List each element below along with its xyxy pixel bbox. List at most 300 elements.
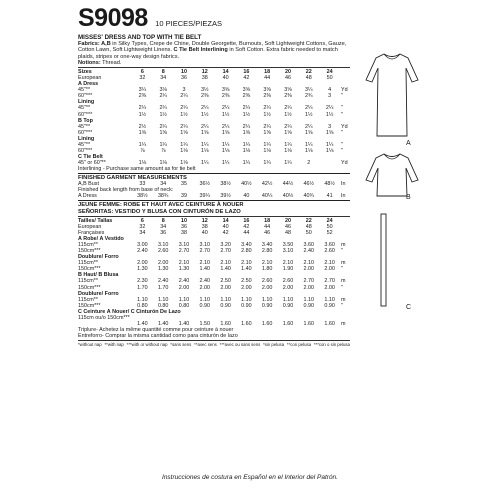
size-value: 2¼ (284, 105, 292, 112)
size-value: 35 (180, 181, 187, 188)
size-value: 3½ (201, 87, 209, 94)
row-label: 150cm*** (78, 284, 101, 291)
row-label: 45"** (78, 87, 91, 94)
unit-cell: " (341, 93, 343, 100)
row-label: B Top (78, 117, 93, 124)
size-value: 1.30 (178, 266, 190, 273)
size-value: 1.40 (157, 320, 169, 327)
size-value: 1¼ (201, 141, 209, 148)
size-value: 3.60 (324, 242, 335, 249)
size-value: 3⅝ (221, 87, 230, 94)
size-value: 2.00 (324, 266, 335, 273)
footnote-item: **con pelusa (286, 341, 312, 347)
size-value: 2¾ (305, 93, 313, 100)
dress-length-row (78, 193, 350, 199)
size-value: 1⅛ (138, 159, 147, 166)
size-value: 2.60 (282, 278, 294, 285)
fabrics-text: in Silky Types, Crepe de Chine, Double Georgette, Burnouts, Soft Lightweight Cottons, Gauze, Cotton Lawn, Soft Lightweight Linens. (78, 41, 347, 54)
size-value: 41 (326, 193, 333, 200)
footnote-item: ***with or without nap (126, 341, 168, 347)
interlining-note: Interlining - Purchase same amount as for tie belt (78, 165, 196, 172)
size-value: 0.80 (157, 302, 169, 309)
size-value: 2¼ (242, 105, 251, 112)
size-value: 0.90 (241, 302, 252, 309)
size-value: 32 (139, 224, 146, 231)
size-value: 0.90 (261, 302, 273, 309)
row-label: C Ceinture À Nouer/ C Cinturón De Lazo (78, 308, 181, 315)
size-value: 1.70 (157, 284, 169, 291)
unit-cell: Yd (341, 123, 348, 130)
size-value: 39 (180, 193, 187, 200)
size-value: 2.40 (157, 278, 169, 285)
row-label: Doublure/ Forro (78, 290, 119, 297)
row-label: A,B Bust (78, 181, 99, 188)
size-value: 2.80 (261, 248, 273, 255)
footnote-item: *without nap (78, 341, 102, 347)
size-value: 2⅜ (263, 93, 271, 100)
size-value: 1.40 (178, 320, 190, 327)
dress-sketch-a (362, 50, 422, 140)
size-value: 44½ (282, 181, 294, 188)
size-value: 1⅛ (263, 147, 271, 154)
size-value: 3.10 (157, 242, 169, 249)
size-value: 3¼ (305, 87, 313, 94)
size-value: 1¼ (325, 141, 334, 148)
footnote-item: *sin pelusa (263, 341, 285, 347)
size-value: 1¼ (263, 141, 271, 148)
size-value: 3¼ (138, 87, 147, 94)
size-value: 2¼ (221, 123, 230, 130)
size-value: 2.00 (303, 266, 315, 273)
size-value: 2⅜ (284, 93, 292, 100)
size-value: 40½ (282, 193, 294, 200)
unit-cell: " (341, 147, 343, 154)
size-value: 1⅝ (201, 129, 209, 136)
interlining-text: in Soft Cotton. Extra fabric needed to match plaids, stripes or one-way design fabrics. (78, 47, 338, 60)
row-label: European (78, 224, 102, 231)
row-label: 150cm*** (78, 266, 101, 273)
size-value: 2¼ (159, 105, 167, 112)
size-value: 2.00 (157, 260, 169, 267)
size-value: 1½ (263, 111, 271, 118)
size-value: 2.60 (157, 248, 169, 255)
size-value: 46 (284, 75, 291, 82)
unit-cell: " (341, 141, 343, 148)
row-label: 45" or 60"** (78, 159, 106, 166)
size-value: 2¼ (305, 123, 313, 130)
length-note: Finished back length from base of neck: (78, 187, 174, 194)
sketch-label-a: A (406, 140, 411, 147)
size-value: 0.80 (178, 302, 190, 309)
row-label: 45"** (78, 123, 91, 130)
size-value: 2.10 (324, 260, 335, 267)
size-value: 1⅝ (263, 129, 271, 136)
size-value: 2.00 (282, 284, 294, 291)
size-value: 3.40 (241, 242, 252, 249)
row-label: 60"*** (78, 111, 93, 118)
size-value: 2.10 (178, 260, 190, 267)
size-value: 1½ (201, 111, 209, 118)
size-value: 1½ (159, 111, 167, 118)
size-value: 3 (328, 93, 332, 100)
size-value: 1¼ (201, 159, 209, 166)
sketch-label-c: C (406, 304, 412, 311)
size-value: 0.90 (220, 302, 231, 309)
size-value: 12 (201, 218, 208, 225)
size-value: 18 (264, 218, 271, 225)
size-value: 40 (222, 224, 229, 231)
size-value: 36 (180, 224, 187, 231)
size-value: 1¼ (159, 141, 167, 148)
size-value: 34 (160, 75, 167, 82)
size-value: 1⅝ (242, 129, 251, 136)
size-value: 52 (326, 230, 333, 237)
size-value: 2½ (138, 123, 147, 130)
fabrics-label: Fabrics: A,B (78, 41, 111, 47)
notions-paragraph (78, 60, 350, 66)
unit-cell: " (341, 248, 343, 255)
pieces-count: 10 PIECES/PIEZAS (155, 19, 222, 28)
size-value: 1¼ (242, 159, 251, 166)
size-value: 22 (305, 218, 312, 225)
size-value: 20 (284, 218, 291, 225)
size-value: 1.30 (157, 266, 169, 273)
size-value: 2.10 (282, 260, 294, 267)
divider (78, 340, 350, 341)
row-label: 45"** (78, 141, 91, 148)
size-value: 2⅜ (221, 93, 230, 100)
size-value: 2.00 (137, 260, 148, 267)
measurements-title: FINISHED GARMENT MEASUREMENTS (78, 174, 187, 181)
size-value: 1.10 (241, 296, 252, 303)
size-value: 2¼ (159, 93, 167, 100)
notions-text: Thread. (100, 59, 122, 66)
size-value: 8 (161, 69, 165, 76)
size-value: 2.10 (241, 260, 252, 267)
size-value: 1.80 (261, 266, 273, 273)
size-value: 38½ (137, 193, 148, 200)
yardage-content (78, 34, 350, 347)
size-value: 44 (243, 230, 250, 237)
size-value: 46 (264, 230, 271, 237)
pattern-code: S9098 (78, 4, 148, 32)
size-value: 2¼ (180, 123, 188, 130)
size-value: 24 (326, 69, 333, 76)
size-value: 1¼ (221, 159, 230, 166)
size-value: 6 (140, 69, 144, 76)
size-value: 1.70 (137, 284, 148, 291)
row-label: 115cm** (78, 278, 98, 285)
row-label: 115cm** (78, 296, 98, 303)
pattern-header (78, 4, 222, 33)
unit-cell: m (341, 242, 346, 249)
size-value: 3.00 (137, 242, 148, 249)
size-value: 1.10 (303, 296, 315, 303)
size-value: 1.10 (199, 296, 211, 303)
size-value: 2¼ (325, 105, 334, 112)
row-label: Lining (78, 99, 95, 106)
interlining-label: C Tie Belt Interlining (173, 47, 228, 54)
size-value: 2.70 (324, 278, 335, 285)
size-value: 1¼ (284, 141, 292, 148)
size-value: 16 (243, 69, 250, 76)
size-value: 42 (243, 224, 250, 231)
size-value: 2⅜ (201, 93, 209, 100)
size-value: 2.70 (220, 248, 231, 255)
unit-cell: In (341, 193, 346, 200)
size-value: 10 (180, 218, 187, 225)
size-value: 2¼ (180, 93, 188, 100)
size-value: 1⅛ (242, 147, 251, 154)
size-value: 44 (264, 224, 271, 231)
size-value: 20 (284, 69, 291, 76)
size-value: 2¼ (221, 105, 230, 112)
size-value: 2.50 (241, 278, 252, 285)
size-value: 2¼ (159, 123, 167, 130)
size-value: 1⅛ (284, 147, 292, 154)
size-value: 2.70 (178, 248, 190, 255)
row-label: C Tie Belt (78, 153, 103, 160)
size-value: 46 (284, 224, 291, 231)
size-value: 2.00 (241, 284, 252, 291)
size-value: 1.90 (282, 266, 294, 273)
size-value: 2.10 (261, 260, 273, 267)
size-value: 36 (180, 75, 187, 82)
row-label: B Haut/ B Blusa (78, 272, 119, 279)
size-value: 1¼ (263, 159, 271, 166)
size-value: 1⅝ (284, 129, 292, 136)
size-value: 1.60 (220, 320, 231, 327)
size-value: 46½ (303, 181, 315, 188)
row-label: A Dress (78, 193, 97, 200)
row-label: Doublure/ Forro (78, 254, 119, 261)
size-value: 1.10 (157, 296, 169, 303)
footnote-item: ***avec ou sans sens (219, 341, 261, 347)
size-value: 3.40 (261, 242, 273, 249)
tie-belt-illustration (378, 212, 390, 308)
size-value: 33 (139, 181, 146, 188)
size-value: 2¼ (138, 105, 147, 112)
imperial-yardage-table (78, 69, 350, 166)
size-value: 1⅝ (221, 129, 230, 136)
size-value: 1⅛ (180, 159, 188, 166)
divider (78, 216, 350, 217)
size-value: 1⅛ (305, 147, 313, 154)
size-value: 2¼ (284, 123, 292, 130)
size-value: 1⅝ (325, 129, 334, 136)
fabrics-paragraph (78, 41, 350, 60)
row-label: 60"*** (78, 147, 93, 154)
size-value: 2.40 (178, 278, 190, 285)
size-value: 42 (243, 75, 250, 82)
size-value: 39¼ (199, 193, 211, 200)
size-value: 2¼ (201, 105, 209, 112)
size-value: 16 (243, 218, 250, 225)
size-value: 1⅛ (325, 147, 334, 154)
size-value: 2⅜ (242, 93, 251, 100)
size-value: 22 (305, 69, 312, 76)
size-value: 3.50 (282, 242, 294, 249)
size-value: 2.80 (241, 248, 252, 255)
unit-cell: " (341, 105, 343, 112)
size-value: 1.10 (261, 296, 273, 303)
size-value: 1.10 (282, 296, 294, 303)
size-value: 34 (160, 224, 167, 231)
size-value: 1.10 (324, 296, 335, 303)
size-value: 1.60 (282, 320, 294, 327)
size-value: 2.00 (178, 284, 190, 291)
size-value: 3.10 (282, 248, 294, 255)
entreforro-note: Entreforro- Comprar la misma cantidad como para cinturón de lazo (78, 332, 238, 339)
size-value: 1¼ (305, 141, 313, 148)
row-label: Françaises (78, 230, 105, 237)
size-value: 48 (305, 224, 312, 231)
row-label: 60"*** (78, 93, 93, 100)
size-value: 40¾ (303, 193, 315, 200)
size-value: 1.40 (241, 266, 252, 273)
size-value: 14 (222, 69, 229, 76)
size-value: 38 (201, 224, 208, 231)
size-value: 2.10 (199, 260, 211, 267)
size-value: 1½ (138, 111, 147, 118)
size-value: 6 (140, 218, 144, 225)
unit-cell: m (341, 260, 346, 267)
size-value: 40 (243, 193, 250, 200)
top-illustration (362, 150, 422, 200)
divider (78, 173, 350, 174)
unit-cell: Yd (341, 159, 348, 166)
size-value: 2.00 (324, 284, 335, 291)
unit-cell: m (341, 296, 346, 303)
size-value: 38 (201, 75, 208, 82)
size-value: 1.40 (220, 266, 231, 273)
dress-length-table (78, 193, 350, 199)
size-value: 1¼ (180, 141, 188, 148)
size-value: 1⅝ (305, 129, 313, 136)
size-value: 2¼ (180, 105, 188, 112)
row-label: Sizes (78, 69, 92, 76)
size-value: 42½ (261, 181, 273, 188)
row-label: European (78, 75, 102, 82)
row-label: Lining (78, 135, 95, 142)
size-value: 2.40 (137, 248, 148, 255)
size-value: 1½ (284, 111, 292, 118)
size-value: 38½ (220, 181, 231, 188)
size-value: 2.70 (199, 248, 211, 255)
size-value: 38 (180, 230, 187, 237)
belt-sketch-c (378, 212, 390, 308)
size-value: 3.20 (220, 242, 231, 249)
row-label: 115cm ou/o 150cm*** (78, 314, 130, 321)
row-label: 115cm** (78, 260, 98, 267)
size-value: 2.50 (220, 278, 231, 285)
size-value: 1⅛ (159, 159, 167, 166)
size-value: 2.40 (199, 278, 211, 285)
size-value: 2.10 (303, 260, 315, 267)
unit-cell: " (341, 266, 343, 273)
unit-cell: m (341, 320, 346, 327)
footnote-item: *sans sens (170, 341, 192, 347)
size-value: 1.30 (137, 266, 148, 273)
size-value: 3 (328, 123, 332, 130)
title-french: JEUNE FEMME: ROBE ET HAUT AVEC CEINTURE À NOUER (78, 202, 244, 209)
size-value: 1.40 (137, 320, 148, 327)
size-value: 40 (222, 75, 229, 82)
sketch-label-b: B (406, 194, 411, 201)
size-value: 1½ (305, 111, 313, 118)
size-value: 0.90 (199, 302, 211, 309)
size-value: 32 (139, 75, 146, 82)
size-value: 2¼ (263, 123, 271, 130)
size-value: 1½ (180, 111, 188, 118)
row-label: Tailles/ Tallas (78, 218, 113, 225)
size-value: 44 (264, 75, 271, 82)
size-value: 1.10 (178, 296, 190, 303)
size-value: 2.70 (303, 278, 315, 285)
size-value: 1½ (221, 111, 230, 118)
size-value: 3⅝ (284, 87, 292, 94)
size-value: 2¼ (242, 123, 251, 130)
divider (78, 67, 350, 68)
size-value: 2 (307, 159, 311, 166)
size-value: 39½ (220, 193, 231, 200)
top-sketch-b (362, 150, 422, 200)
nap-footnotes (78, 342, 350, 347)
size-value: 3.10 (199, 242, 211, 249)
size-value: 14 (222, 218, 229, 225)
row-label: 150cm*** (78, 302, 101, 309)
size-value: 1.10 (137, 296, 148, 303)
footnote-item: ***con o sin pelusa (313, 341, 350, 347)
size-value: 2.00 (261, 284, 273, 291)
unit-cell: " (341, 284, 343, 291)
size-value: 2.00 (199, 284, 211, 291)
size-value: 18 (264, 69, 271, 76)
size-value: 1¼ (221, 141, 230, 148)
size-value: 3.10 (178, 242, 190, 249)
dress-illustration (362, 50, 422, 140)
size-value: 50 (326, 75, 333, 82)
size-value: 24 (326, 218, 333, 225)
size-value: 2.30 (137, 278, 148, 285)
size-value: 3⅝ (242, 87, 251, 94)
size-value: 2¼ (201, 123, 209, 130)
size-value: 50 (326, 224, 333, 231)
footnote-item: **with nap (104, 341, 124, 347)
row-label: 115cm** (78, 242, 98, 249)
size-value: 40 (201, 230, 208, 237)
notions-label: Notions: (78, 59, 101, 66)
row-label: 150cm*** (78, 248, 101, 255)
size-value: 3⅛ (159, 87, 167, 94)
size-value: 1⅛ (221, 147, 230, 154)
row-label: 60"*** (78, 129, 93, 136)
unit-cell: " (341, 129, 343, 136)
size-value: 1⅝ (138, 129, 147, 136)
size-value: 48 (284, 230, 291, 237)
size-value: 3⅝ (263, 87, 271, 94)
size-value: 2.60 (324, 248, 335, 255)
unit-cell: m (341, 278, 346, 285)
size-value: 1⅝ (180, 129, 188, 136)
unit-cell: Yd (341, 87, 348, 94)
size-value: 1⅛ (180, 147, 188, 154)
size-value: 1.60 (303, 320, 315, 327)
size-value: 38¾ (157, 193, 169, 200)
footer-note: Instrucciones de costura en Español en el Interior del Patrón. (162, 474, 338, 481)
size-value: 48½ (324, 181, 335, 188)
size-value: 2⅜ (138, 93, 147, 100)
